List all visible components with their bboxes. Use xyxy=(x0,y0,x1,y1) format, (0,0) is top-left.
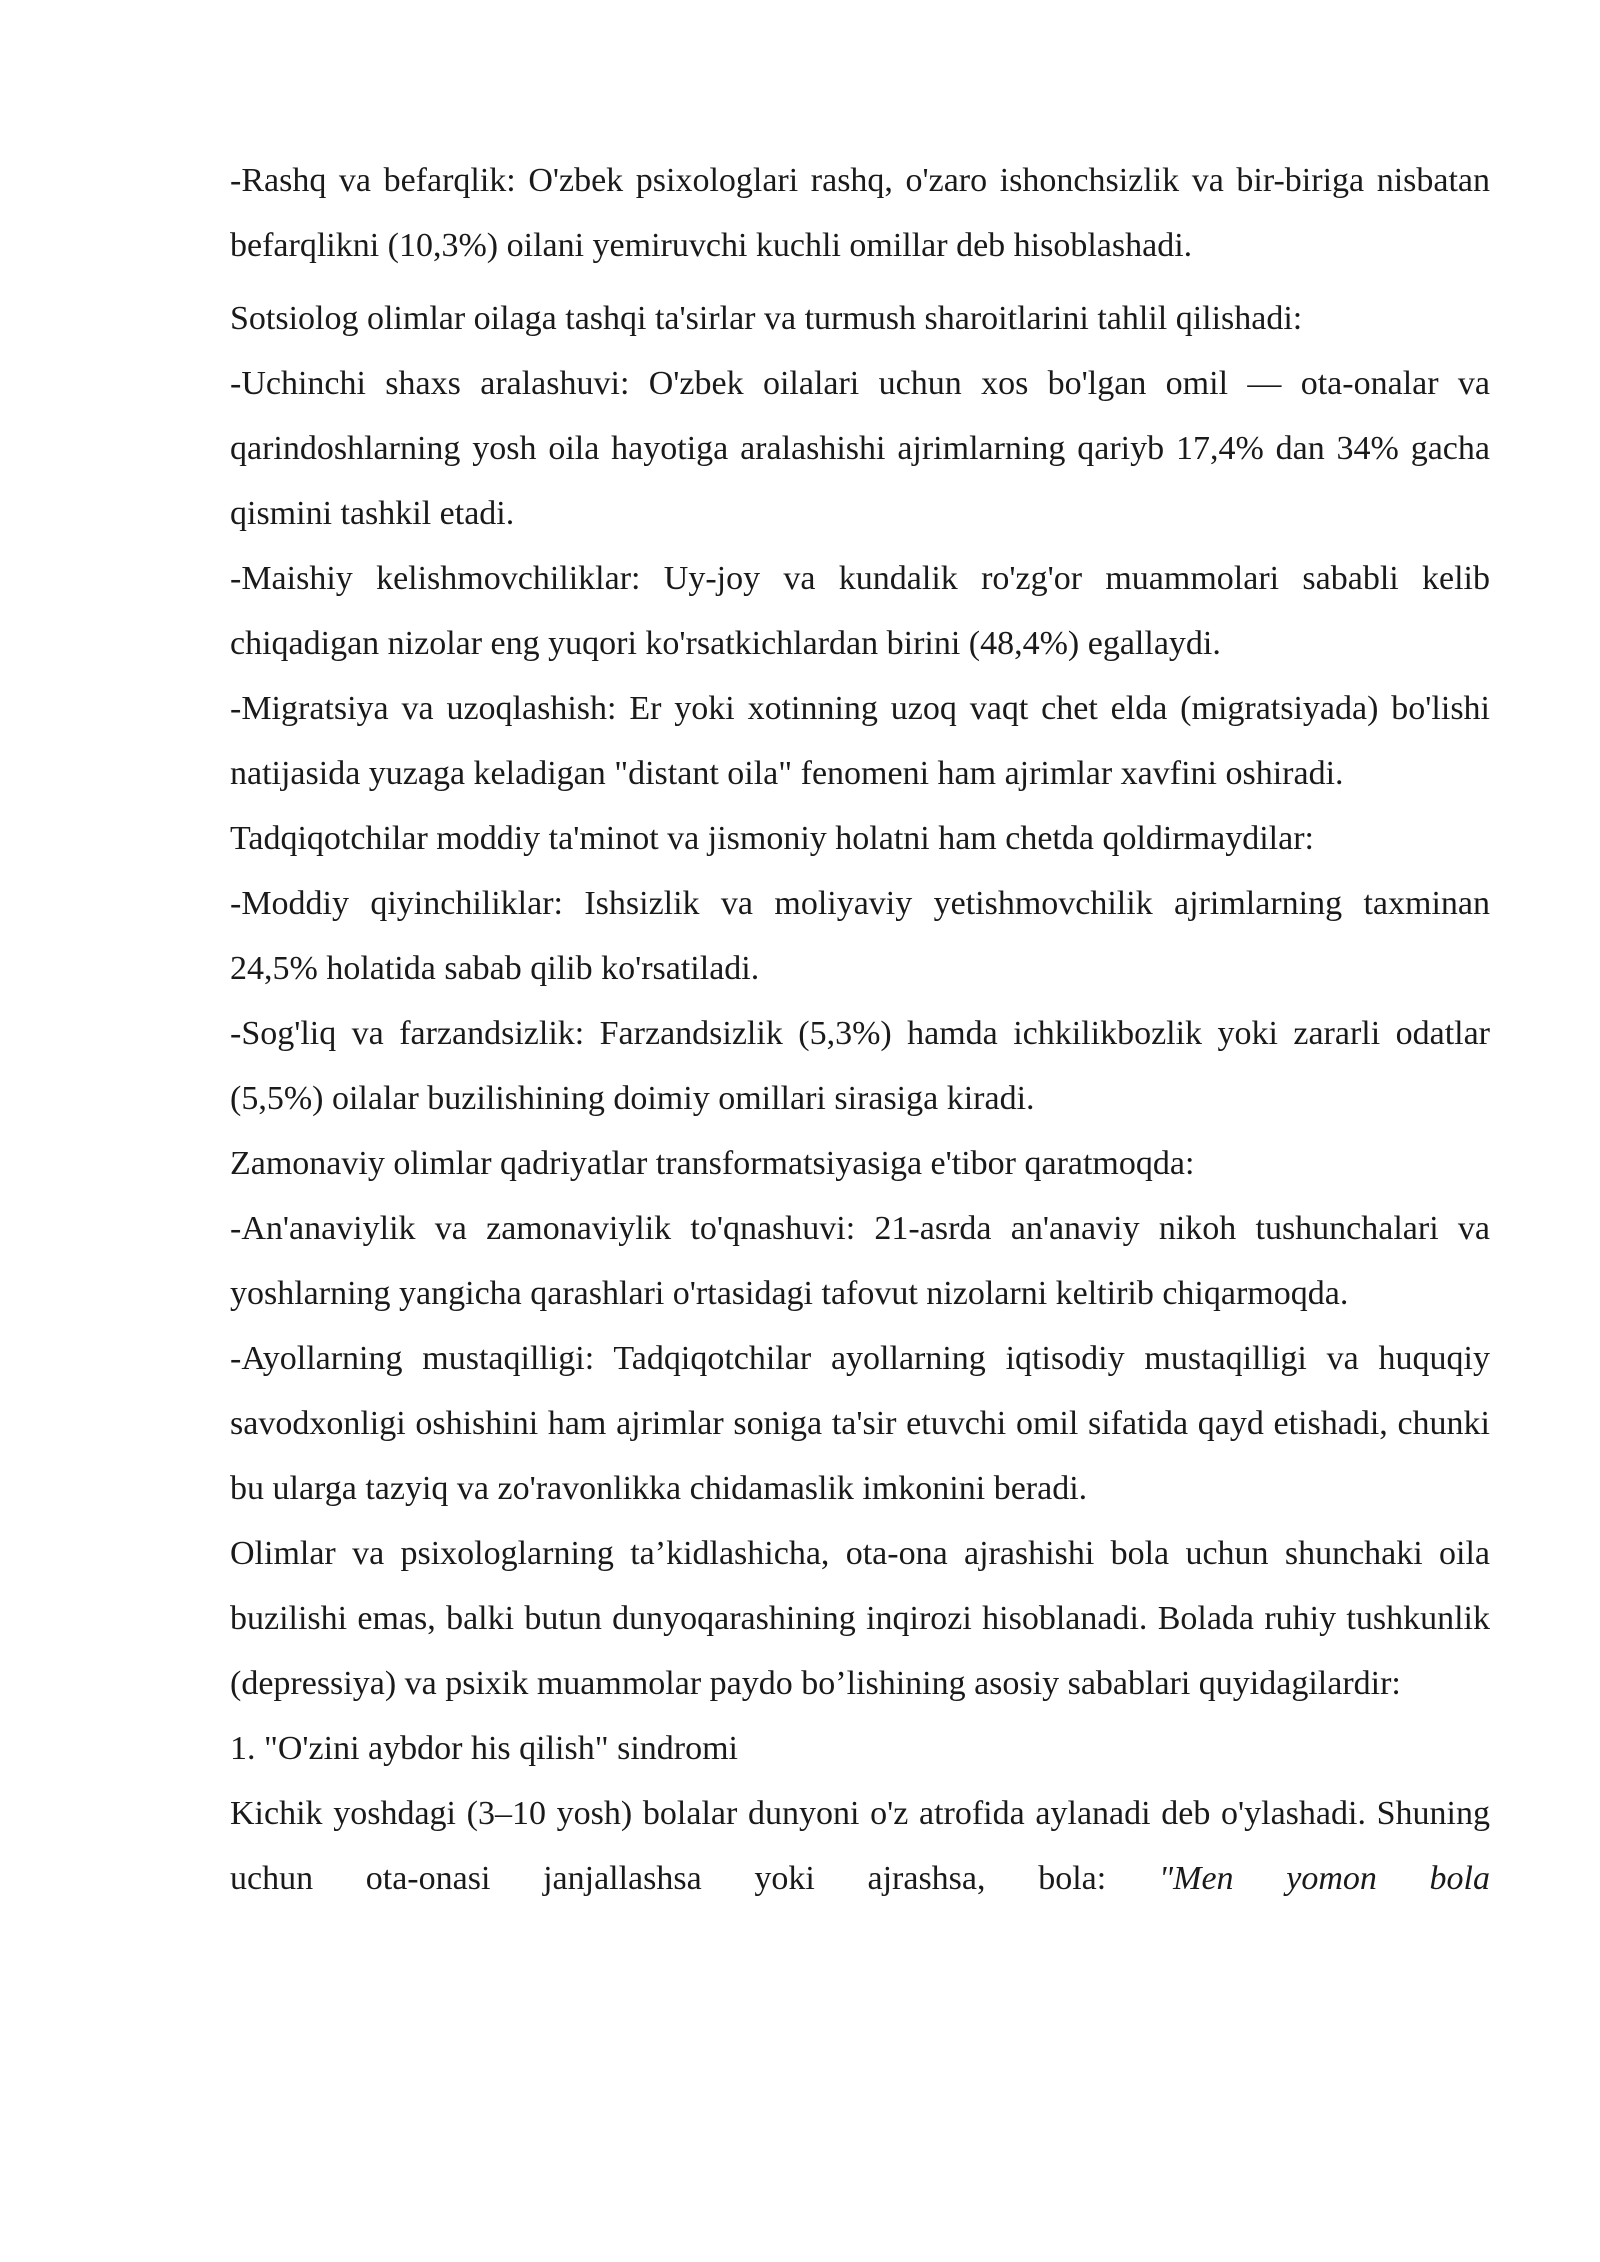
paragraph-divorce-effects-on-child: Olimlar va psixologlarning ta’kidlashicha, ota-ona ajrashishi bola uchun shunchaki oila buzilishi emas, balki butun dunyoqarashining inqirozi hisoblanadi. Bolada ruhiy tushkunlik (depressiya) va psixik muammolar paydo bo’lishining asosiy sabablari quyidagilardir: xyxy=(230,1535,1490,1702)
paragraph-young-children-quote: "Men yomon bola xyxy=(1158,1860,1491,1897)
paragraph-young-children xyxy=(230,1781,1490,1911)
paragraph-modern-scholars-intro: Zamonaviy olimlar qadriyatlar transformatsiyasiga e'tibor qaratmoqda: xyxy=(230,1145,1195,1182)
paragraph-young-children-text: Kichik yoshdagi (3–10 yosh) bolalar dunyoni o'z atrofida aylanadi deb o'ylashadi. Shuning uchun ota-onasi janjallashsa yoki ajrashsa, bola: xyxy=(230,1795,1490,1897)
paragraph-women-independence: -Ayollarning mustaqilligi: Tadqiqotchilar ayollarning iqtisodiy mustaqilligi va huquqiy savodxonligi oshishini ham ajrimlar soniga ta'sir etuvchi omil sifatida qayd etishadi, chunki bu ularga tazyiq va zo'ravonlikka chidamaslik imkonini beradi. xyxy=(230,1340,1490,1507)
paragraph-jealousy-indifference: -Rashq va befarqlik: O'zbek psixologlari rashq, o'zaro ishonchsizlik va bir-biriga nisbatan befarqlikni (10,3%) oilani yemiruvchi kuchli omillar deb hisoblashadi. xyxy=(230,162,1490,264)
paragraph-household-disputes: -Maishiy kelishmovchiliklar: Uy-joy va kundalik ro'zg'or muammolari sababli kelib chiqadigan nizolar eng yuqori ko'rsatkichlardan birini (48,4%) egallaydi. xyxy=(230,560,1490,662)
paragraph-tradition-vs-modernity: -An'anaviylik va zamonaviylik to'qnashuvi: 21-asrda an'anaviy nikoh tushunchalari va yoshlarning yangicha qarashlari o'rtasidagi tafovut nizolarni keltirib chiqarmoqda. xyxy=(230,1210,1490,1312)
paragraph-researchers-intro: Tadqiqotchilar moddiy ta'minot va jismoniy holatni ham chetda qoldirmaydilar: xyxy=(230,820,1314,857)
paragraph-third-party-interference: -Uchinchi shaxs aralashuvi: O'zbek oilalari uchun xos bo'lgan omil — ota-onalar va qarindoshlarning yosh oila hayotiga aralashishi ajrimlarning qariyb 17,4% dan 34% gacha qismini tashkil etadi. xyxy=(230,365,1490,532)
paragraph-sociologists-intro: Sotsiolog olimlar oilaga tashqi ta'sirlar va turmush sharoitlarini tahlil qilishadi: xyxy=(230,300,1303,337)
heading-guilt-syndrome: 1. "O'zini aybdor his qilish" sindromi xyxy=(230,1730,738,1767)
paragraph-health-childlessness: -Sog'liq va farzandsizlik: Farzandsizlik (5,3%) hamda ichkilikbozlik yoki zararli odatlar (5,5%) oilalar buzilishining doimiy omillari sirasiga kiradi. xyxy=(230,1015,1490,1117)
paragraph-financial-difficulties: -Moddiy qiyinchiliklar: Ishsizlik va moliyaviy yetishmovchilik ajrimlarning taxminan 24,5% holatida sabab qilib ko'rsatiladi. xyxy=(230,885,1490,987)
document-page xyxy=(230,148,1490,1911)
paragraph-migration: -Migratsiya va uzoqlashish: Er yoki xotinning uzoq vaqt chet elda (migratsiyada) bo'lishi natijasida yuzaga keladigan "distant oila" fenomeni ham ajrimlar xavfini oshiradi. xyxy=(230,690,1490,792)
